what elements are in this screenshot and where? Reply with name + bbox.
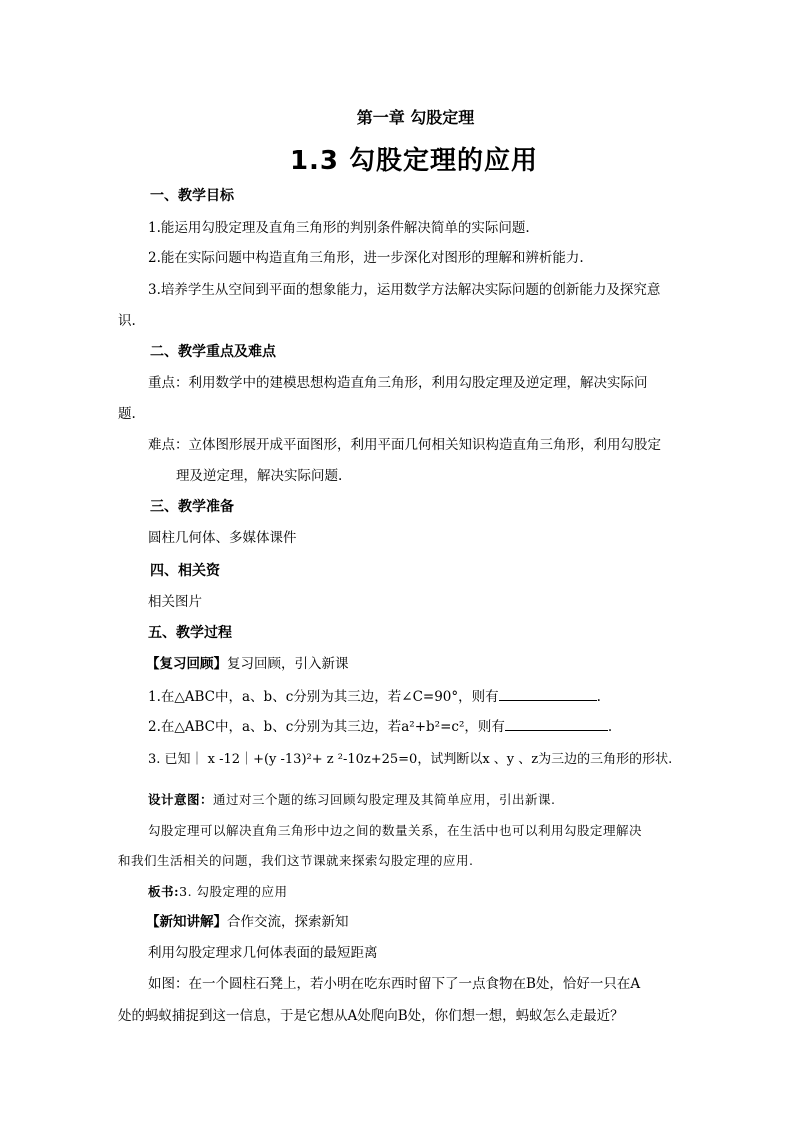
review-question-1	[148, 686, 601, 707]
goal-item-1: 1.能运用勾股定理及直角三角形的判别条件解决简单的实际问题.	[148, 220, 530, 236]
review-question-1-end: .	[596, 689, 601, 705]
review-question-2-text: 2.在△ABC中，a、b、c分别为其三边，若a²+b²=c²，则有	[148, 719, 505, 735]
goal-item-3: 3.培养学生从空间到平面的想象能力，运用数学方法解决实际问题的创新能力及探究意	[148, 282, 661, 298]
section-heading-keypoints: 二、教学重点及难点	[150, 344, 276, 360]
design-intent-label: 设计意图：	[148, 792, 214, 807]
difficulty-text-cont: 理及逆定理，解决实际问题.	[176, 468, 343, 484]
new-knowledge-label: 【新知讲解】	[146, 914, 227, 930]
goal-item-3-cont: 识.	[118, 313, 136, 329]
section-heading-preparation: 三、教学准备	[150, 499, 234, 515]
preparation-text: 圆柱几何体、多媒体课件	[148, 530, 297, 546]
review-text: 复习回顾，引入新课	[227, 656, 349, 672]
board-writing-line	[148, 882, 288, 902]
new-knowledge-topic: 利用勾股定理求几何体表面的最短距离	[148, 945, 378, 961]
resources-text: 相关图片	[148, 594, 202, 610]
keypoint-text-cont: 题.	[118, 406, 136, 422]
review-question-2-end: .	[607, 719, 613, 735]
review-line	[146, 654, 349, 674]
design-paragraph: 勾股定理可以解决直角三角形中边之间的数量关系，在生活中也可以利用勾股定理解决	[148, 823, 643, 838]
review-question-1-text: 1.在△ABC中，a、b、c分别为其三边，若∠C=90°，则有	[148, 689, 499, 705]
chapter-heading-text: 第一章 勾股定理	[356, 108, 475, 127]
lesson-title	[0, 140, 794, 177]
new-knowledge-text: 合作交流，探索新知	[227, 914, 349, 930]
problem-paragraph: 如图：在一个圆柱石凳上，若小明在吃东西时留下了一点食物在B处，恰好一只在A	[148, 976, 641, 992]
review-label: 【复习回顾】	[146, 656, 227, 672]
keypoint-text: 重点：利用数学中的建模思想构造直角三角形，利用勾股定理及逆定理，解决实际问	[148, 375, 648, 391]
design-intent-text: 通过对三个题的练习回顾勾股定理及其简单应用，引出新课.	[213, 792, 556, 807]
review-question-2	[148, 716, 612, 737]
board-writing-text: 3. 勾股定理的应用	[179, 884, 288, 899]
lesson-title-text: 1.3 勾股定理的应用	[289, 146, 539, 176]
difficulty-text: 难点：立体图形展开成平面图形，利用平面几何相关知识构造直角三角形，利用勾股定	[148, 437, 661, 453]
answer-blank-1[interactable]	[499, 686, 597, 701]
new-knowledge-line	[146, 912, 349, 932]
goal-item-2: 2.能在实际问题中构造直角三角形，进一步深化对图形的理解和辨析能力.	[148, 250, 584, 266]
problem-paragraph-cont: 处的蚂蚁捕捉到这一信息，于是它想从A处爬向B处，你们想一想，蚂蚁怎么走最近？	[118, 1008, 624, 1024]
review-question-3: 3. 已知｜ x -12｜+(y -13)²+ z ²-10z+25=0，试判断以x 、y 、z为三边的三角形的形状.	[148, 752, 673, 767]
section-heading-goals: 一、教学目标	[150, 188, 234, 204]
section-heading-process: 五、教学过程	[148, 625, 232, 641]
design-paragraph-cont: 和我们生活相关的问题，我们这节课就来探索勾股定理的应用.	[118, 853, 474, 868]
answer-blank-2[interactable]	[505, 716, 608, 731]
board-writing-label: 板书:	[148, 884, 180, 899]
chapter-heading	[0, 105, 794, 128]
design-intent-line	[148, 790, 556, 810]
section-heading-resources: 四、相关资	[150, 563, 220, 579]
